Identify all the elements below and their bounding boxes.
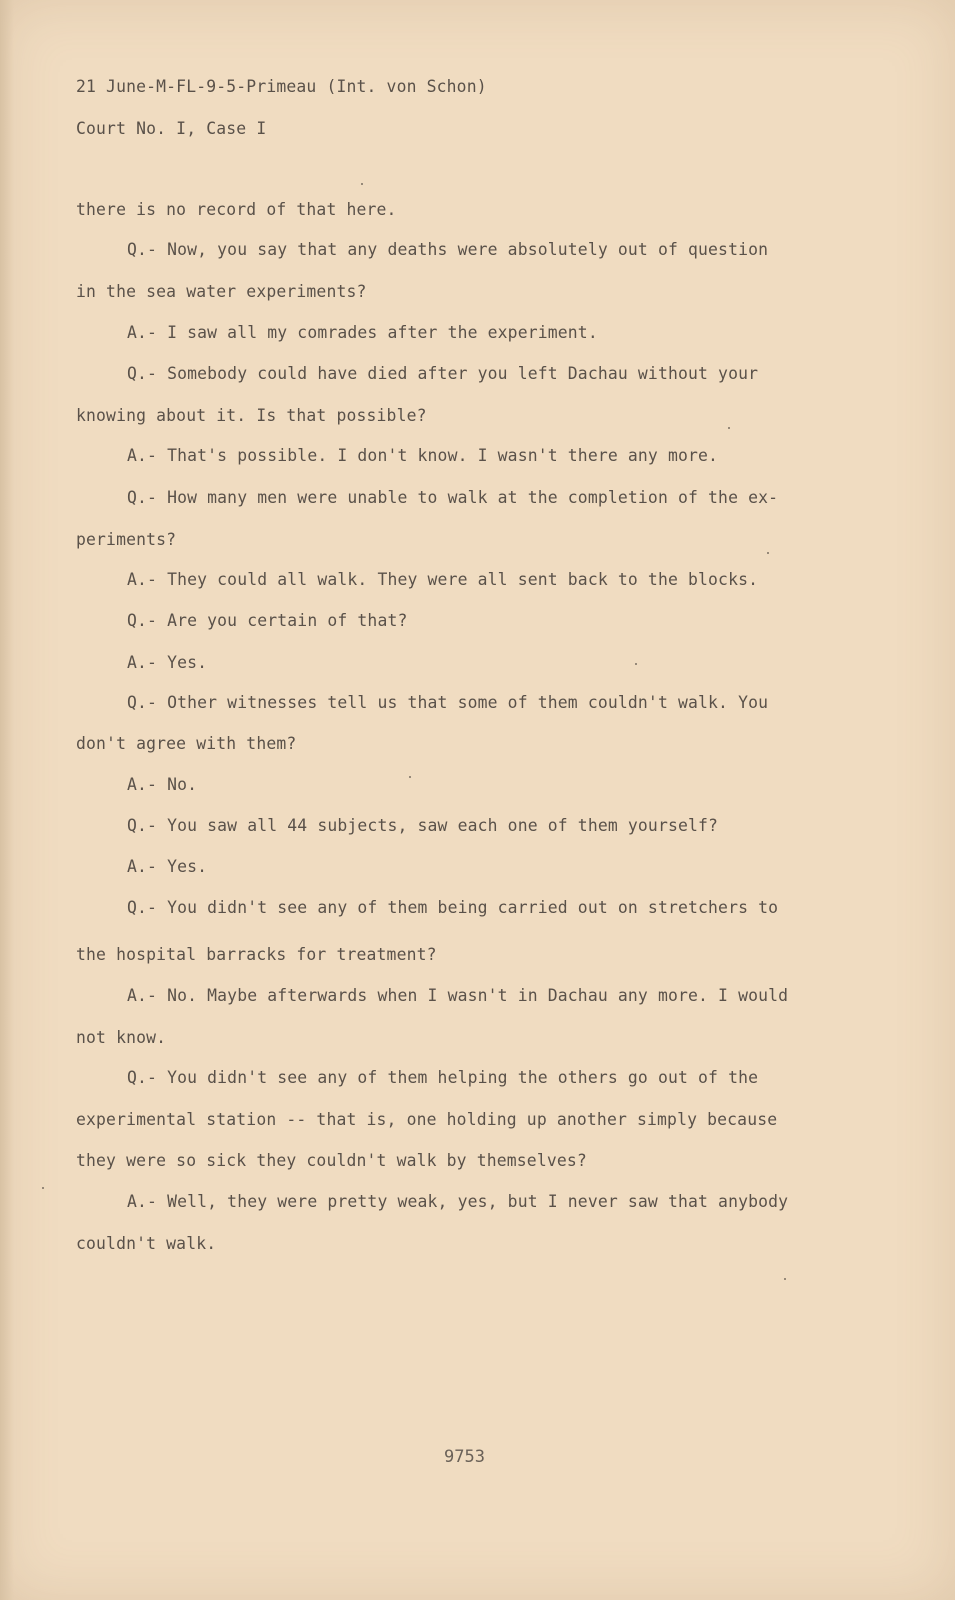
body-line: Q.- Are you certain of that? (127, 611, 408, 630)
paper-speck (728, 427, 730, 429)
body-line: Q.- Other witnesses tell us that some of them couldn't walk. You (127, 693, 769, 712)
header-line-1: 21 June-M-FL-9-5-Primeau (Int. von Schon) (76, 77, 487, 96)
paper-speck (784, 1278, 786, 1280)
paper-speck (767, 552, 769, 554)
body-line: Q.- You didn't see any of them being carried out on stretchers to (127, 898, 779, 917)
body-line: the hospital barracks for treatment? (76, 945, 437, 964)
body-line: Q.- Somebody could have died after you left Dachau without your (127, 364, 759, 383)
page-number: 9753 (444, 1447, 485, 1467)
body-line: Q.- How many men were unable to walk at the completion of the ex- (127, 488, 779, 507)
paper-speck (361, 183, 363, 185)
paper-speck (409, 776, 411, 778)
body-line: knowing about it. Is that possible? (76, 406, 427, 425)
body-line: A.- Well, they were pretty weak, yes, but I never saw that anybody (127, 1192, 789, 1211)
body-line: A.- Yes. (127, 653, 208, 672)
body-line: A.- I saw all my comrades after the experiment. (127, 323, 598, 342)
body-line: A.- They could all walk. They were all sent back to the blocks. (127, 570, 759, 589)
paper-speck (635, 663, 637, 665)
body-line: there is no record of that here. (76, 200, 397, 219)
body-line: A.- No. Maybe afterwards when I wasn't in Dachau any more. I would (127, 986, 789, 1005)
body-line: in the sea water experiments? (76, 282, 367, 301)
body-line: Q.- You saw all 44 subjects, saw each one of them yourself? (127, 816, 719, 835)
body-line: don't agree with them? (76, 734, 297, 753)
body-line: A.- That's possible. I don't know. I wasn't there any more. (127, 446, 719, 465)
body-line: Q.- Now, you say that any deaths were absolutely out of question (127, 240, 769, 259)
body-line: Q.- You didn't see any of them helping the others go out of the (127, 1068, 759, 1087)
paper-speck (42, 1187, 44, 1189)
body-line: periments? (76, 530, 177, 549)
paper-edge (0, 0, 14, 1600)
body-line: they were so sick they couldn't walk by themselves? (76, 1151, 587, 1170)
body-line: experimental station -- that is, one holding up another simply because (76, 1110, 778, 1129)
header-line-2: Court No. I, Case I (76, 119, 267, 138)
body-line: A.- Yes. (127, 857, 208, 876)
body-line: couldn't walk. (76, 1234, 217, 1253)
body-line: not know. (76, 1028, 167, 1047)
body-line: A.- No. (127, 775, 198, 794)
